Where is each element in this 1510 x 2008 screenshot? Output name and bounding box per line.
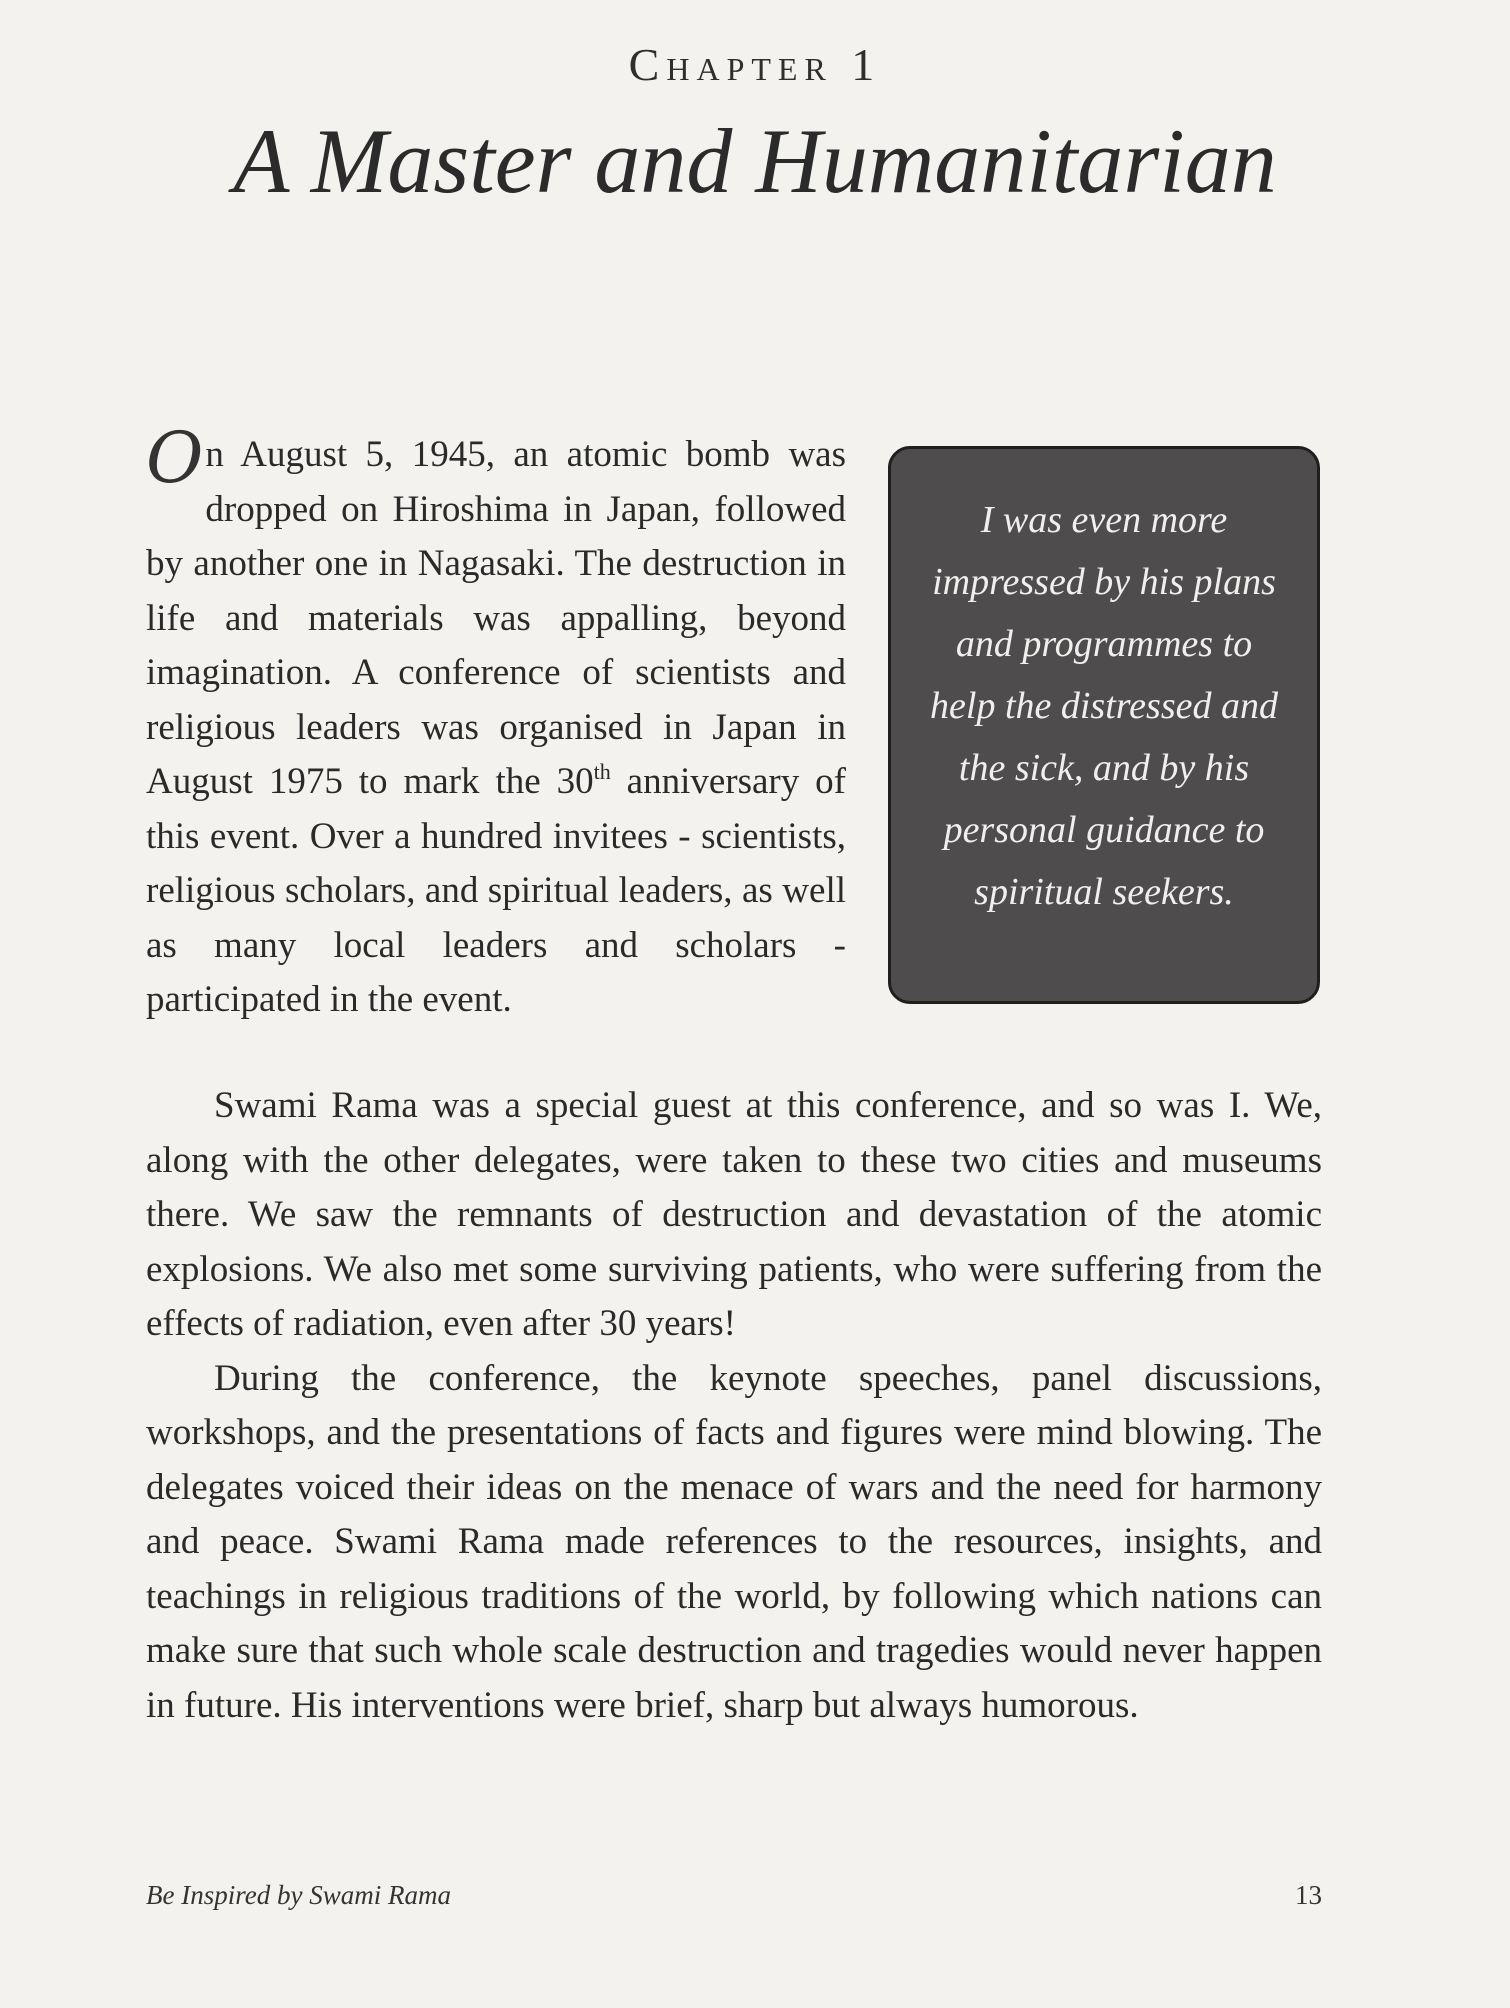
drop-cap: O bbox=[146, 417, 204, 499]
body-text bbox=[146, 1079, 1322, 1733]
ordinal-superscript: th bbox=[593, 759, 611, 784]
chapter-label: Chapter 1 bbox=[628, 39, 882, 90]
intro-paragraph bbox=[146, 417, 846, 1028]
chapter-title: A Master and Humanitarian bbox=[233, 110, 1277, 212]
intro-text-part-2: anniversary of this event. Over a hundred invitees - scientists, religious scholars, and spiritual leaders, as well as many local leaders and scholars - participated in the event. bbox=[146, 761, 846, 1020]
pull-quote-box bbox=[888, 446, 1320, 1004]
running-footer-book-title: Be Inspired by Swami Rama bbox=[146, 1880, 451, 1910]
body-paragraph: Swami Rama was a special guest at this conference, and so was I. We, along with the other delegates, were taken to these two cities and museums there. We saw the remnants of destruction and devastation of the atomic explosions. We also met some surviving patients, who were suffering from the effects of radiation, even after 30 years! bbox=[146, 1085, 1322, 1344]
pull-quote-text: I was even more impressed by his plans and programmes to help the distressed and the sick, and by his personal guidance to spiritual seekers. bbox=[930, 499, 1278, 913]
body-paragraph: During the conference, the keynote speeches, panel discussions, workshops, and the presentations of facts and figures were mind blowing. The delegates voiced their ideas on the menace of wars and the need for harmony and peace. Swami Rama made references to the resources, insights, and teachings in religious traditions of the world, by following which nations can make sure that such whole scale destruction and tragedies would never happen in future. His interventions were brief, sharp but always humorous. bbox=[146, 1357, 1322, 1726]
intro-text-part-1: n August 5, 1945, an atomic bomb was dropped on Hiroshima in Japan, followed by another one in Nagasaki. The destruction in life and materials was appalling, beyond imagination. A conference of scientists and religious leaders was organised in Japan in August 1975 to mark the 30 bbox=[146, 434, 846, 802]
page-number: 13 bbox=[1295, 1880, 1322, 1910]
